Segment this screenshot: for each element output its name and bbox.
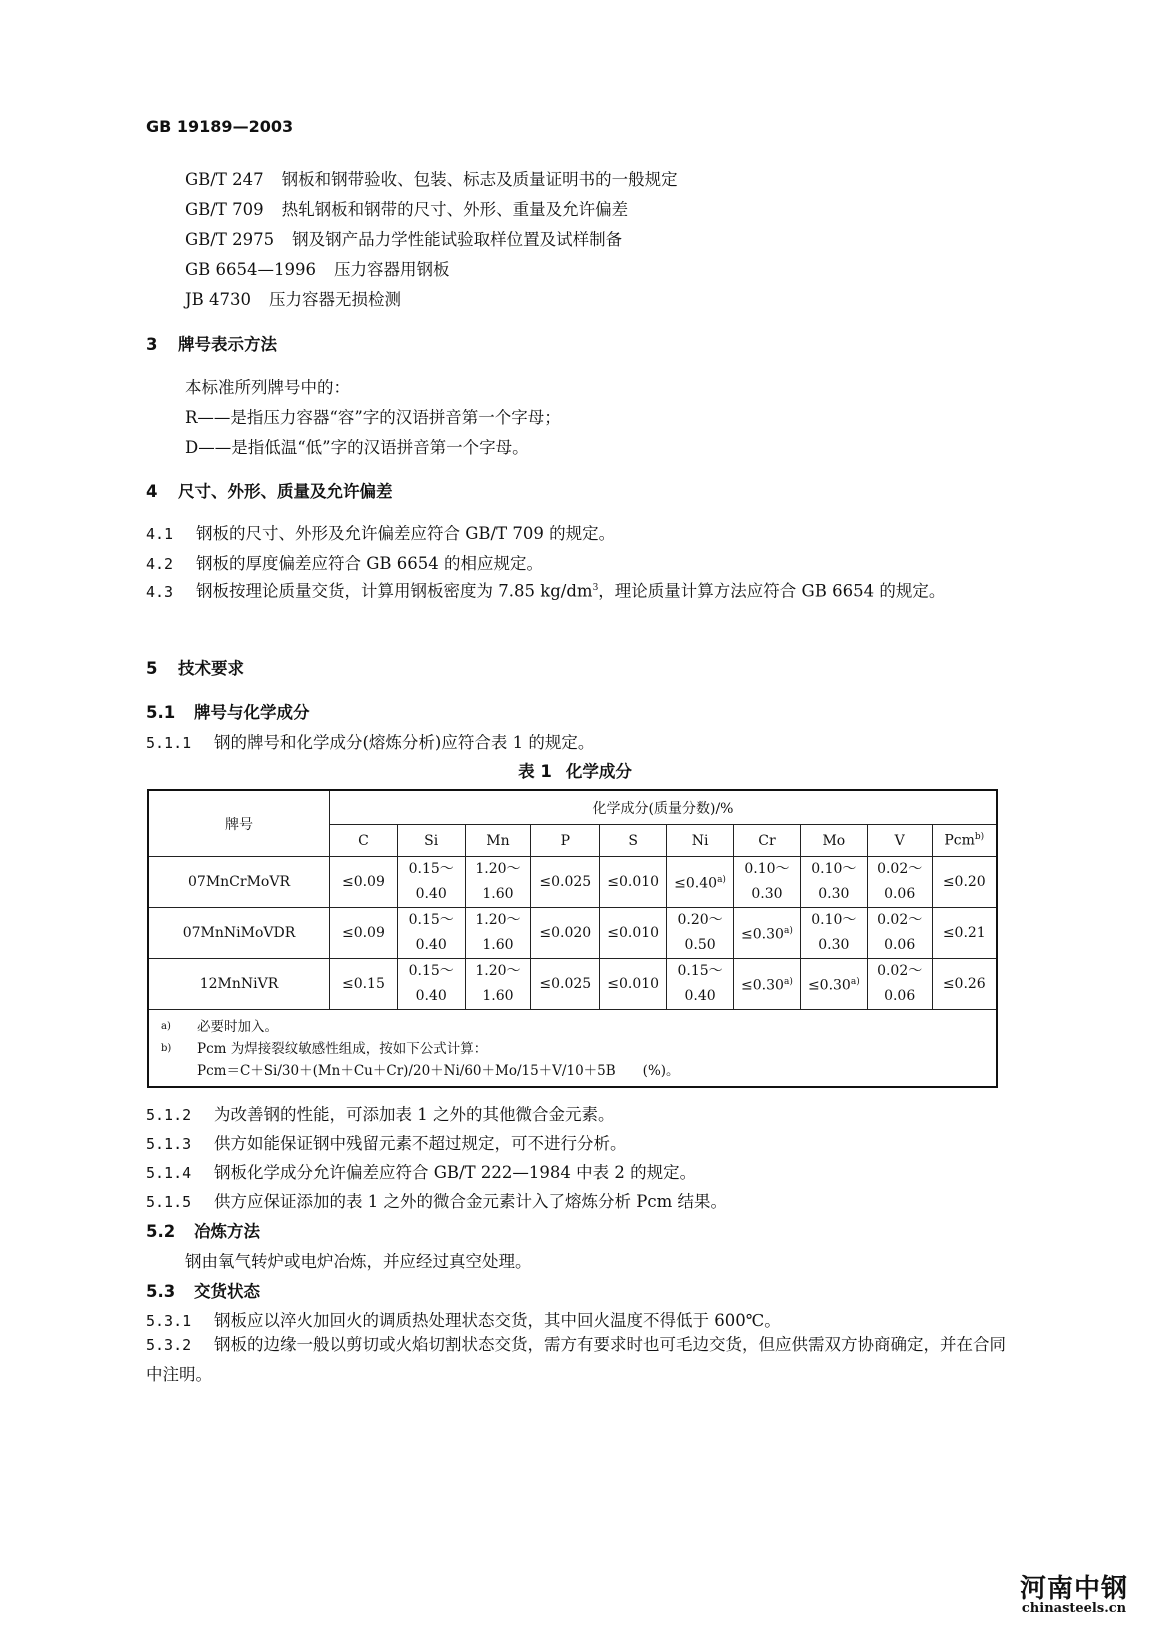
clause-5-3-1 xyxy=(146,1307,781,1331)
range-min: 1.20～ xyxy=(475,963,521,979)
note-text: Pcm 为焊接裂纹敏感性组成，按如下公式计算： xyxy=(197,1041,488,1057)
cell-mo xyxy=(800,908,867,959)
range-min: 0.20～ xyxy=(677,912,723,928)
range-min: 0.15～ xyxy=(408,861,454,877)
section-number: 5.1 xyxy=(146,703,176,722)
cell-p: ≤0.025 xyxy=(531,857,600,908)
cell-si xyxy=(397,857,465,908)
column-header: Si xyxy=(397,825,465,857)
clause-number: 5.1.3 xyxy=(146,1135,192,1153)
section-title: 尺寸、外形、质量及允许偏差 xyxy=(178,482,393,501)
note-a xyxy=(161,1016,996,1038)
column-header: Cr xyxy=(734,825,801,857)
column-header: S xyxy=(600,825,667,857)
clause-text: 供方如能保证钢中残留元素不超过规定，可不进行分析。 xyxy=(214,1134,627,1153)
clause-text: 为改善钢的性能，可添加表 1 之外的其他微合金元素。 xyxy=(214,1105,615,1124)
table-row xyxy=(148,857,997,908)
range-min: 0.02～ xyxy=(877,912,923,928)
column-header: Mo xyxy=(800,825,867,857)
range-max: 0.06 xyxy=(884,988,916,1004)
section-number: 5 xyxy=(146,659,158,678)
pcm-label: Pcm xyxy=(944,832,975,849)
range-max: 0.50 xyxy=(684,937,716,953)
reference-item xyxy=(185,166,678,190)
cell-v xyxy=(867,959,932,1010)
section-3-intro: 本标准所列牌号中的： xyxy=(185,378,350,397)
footnote-mark: b) xyxy=(161,1043,172,1054)
range-max: 0.30 xyxy=(818,937,850,953)
reference-title: 压力容器无损检测 xyxy=(268,290,401,309)
range-min: 0.15～ xyxy=(677,963,723,979)
clause-text: 钢板的尺寸、外形及允许偏差应符合 GB/T 709 的规定。 xyxy=(196,524,616,543)
section-title: 冶炼方法 xyxy=(194,1222,260,1241)
logo-chinese: 河南中钢 xyxy=(1019,1574,1128,1604)
clause-number: 5.1.4 xyxy=(146,1164,192,1182)
range-min: 0.02～ xyxy=(877,861,923,877)
clause-number: 5.1.5 xyxy=(146,1193,192,1211)
range-min: 0.02～ xyxy=(877,963,923,979)
table-title: 化学成分 xyxy=(565,762,632,781)
clause-number: 4.2 xyxy=(146,555,174,573)
cell-c: ≤0.09 xyxy=(330,908,398,959)
table-notes xyxy=(148,1010,997,1088)
column-header: Ni xyxy=(667,825,734,857)
range-min: 0.15～ xyxy=(408,963,454,979)
section-number: 5.2 xyxy=(146,1222,176,1241)
reference-item xyxy=(185,256,450,280)
logo-english: chinasteels.cn xyxy=(1021,1601,1127,1616)
cell-v xyxy=(867,857,932,908)
cell-s: ≤0.010 xyxy=(600,857,667,908)
footnote-mark: a) xyxy=(850,976,860,987)
section-5-2-heading xyxy=(146,1218,260,1242)
clause-text: 钢板化学成分允许偏差应符合 GB/T 222—1984 中表 2 的规定。 xyxy=(214,1163,697,1182)
clause-5-1-4 xyxy=(146,1159,696,1183)
range-max: 0.30 xyxy=(818,886,850,902)
clause-5-3-2 xyxy=(146,1330,1006,1390)
reference-code: GB/T 2975 xyxy=(185,230,275,249)
cell-ni xyxy=(667,857,734,908)
cell-c: ≤0.09 xyxy=(330,857,398,908)
cell-pcm: ≤0.26 xyxy=(932,959,997,1010)
clause-number: 4.1 xyxy=(146,525,174,543)
reference-code: JB 4730 xyxy=(185,290,251,309)
chemical-composition-table xyxy=(147,789,998,1088)
table-header-row xyxy=(148,790,997,825)
grade-cell: 07MnCrMoVR xyxy=(148,857,330,908)
standard-number: GB 19189—2003 xyxy=(146,117,294,136)
clause-5-1-5 xyxy=(146,1188,727,1212)
clause-number: 4.3 xyxy=(146,582,174,601)
range-max: 1.60 xyxy=(482,937,514,953)
cell-si xyxy=(397,959,465,1010)
footnote-mark: a) xyxy=(161,1021,171,1032)
section-3-d-definition: D——是指低温“低”字的汉语拼音第一个字母。 xyxy=(185,438,529,457)
range-max: 1.60 xyxy=(482,886,514,902)
reference-item xyxy=(185,196,628,220)
cell-s: ≤0.010 xyxy=(600,959,667,1010)
cell-pcm: ≤0.21 xyxy=(932,908,997,959)
cell-pcm: ≤0.20 xyxy=(932,857,997,908)
reference-code: GB 6654—1996 xyxy=(185,260,317,279)
column-header: V xyxy=(867,825,932,857)
range-max: 0.40 xyxy=(415,886,447,902)
section-number: 5.3 xyxy=(146,1282,176,1301)
clause-text: 钢板的厚度偏差应符合 GB 6654 的相应规定。 xyxy=(196,554,544,573)
range-max: 1.60 xyxy=(482,988,514,1004)
cell-mo xyxy=(800,857,867,908)
footnote-mark: b) xyxy=(974,832,985,843)
superscript: 3 xyxy=(592,583,599,593)
column-header: Mn xyxy=(465,825,531,857)
cell-value: ≤0.30 xyxy=(807,977,851,994)
cell-ni xyxy=(667,959,734,1010)
grade-header: 牌号 xyxy=(148,790,330,857)
reference-item xyxy=(185,226,622,250)
clause-4-3 xyxy=(146,573,1006,607)
pcm-formula: Pcm＝C＋Si/30＋(Mn＋Cu＋Cr)/20＋Ni/60＋Mo/15＋V/10＋5B (%)。 xyxy=(197,1063,680,1079)
section-4-heading xyxy=(146,478,393,502)
clause-5-1-1 xyxy=(146,729,594,753)
clause-5-1-3 xyxy=(146,1130,627,1154)
note-text: 必要时加入。 xyxy=(197,1019,278,1035)
section-title: 交货状态 xyxy=(194,1282,260,1301)
cell-cr xyxy=(734,908,801,959)
cell-p: ≤0.020 xyxy=(531,908,600,959)
reference-code: GB/T 709 xyxy=(185,200,264,219)
column-header: C xyxy=(330,825,398,857)
table-caption xyxy=(0,758,1150,782)
cell-value: ≤0.40 xyxy=(674,875,718,892)
watermark-logo xyxy=(1020,1568,1128,1616)
footnote-mark: a) xyxy=(783,976,793,987)
cell-v xyxy=(867,908,932,959)
cell-c: ≤0.15 xyxy=(330,959,398,1010)
note-b xyxy=(161,1038,996,1060)
grade-cell: 07MnNiMoVDR xyxy=(148,908,330,959)
clause-5-1-2 xyxy=(146,1101,615,1125)
clause-text: 钢的牌号和化学成分(熔炼分析)应符合表 1 的规定。 xyxy=(214,733,595,752)
section-5-2-body: 钢由氧气转炉或电炉冶炼，并应经过真空处理。 xyxy=(185,1252,532,1271)
range-max: 0.06 xyxy=(884,937,916,953)
cell-cr xyxy=(734,959,801,1010)
range-min: 0.10～ xyxy=(744,861,790,877)
clause-text-cont: ，理论质量计算方法应符合 GB 6654 的规定。 xyxy=(598,581,946,601)
table-row xyxy=(148,959,997,1010)
cell-mn xyxy=(465,908,531,959)
reference-title: 钢及钢产品力学性能试验取样位置及试样制备 xyxy=(292,230,623,249)
clause-text: 钢板的边缘一般以剪切或火焰切割状态交货，需方有要求时也可毛边交货，但应供需双方协商确定，并在合同中注明。 xyxy=(146,1335,1006,1384)
cell-cr xyxy=(734,857,801,908)
reference-title: 压力容器用钢板 xyxy=(334,260,450,279)
table-number: 表 1 xyxy=(518,762,552,781)
clause-number: 5.1.1 xyxy=(146,734,192,752)
reference-title: 热轧钢板和钢带的尺寸、外形、重量及允许偏差 xyxy=(281,200,629,219)
clause-4-2 xyxy=(146,550,543,574)
cell-p: ≤0.025 xyxy=(531,959,600,1010)
cell-mn xyxy=(465,959,531,1010)
range-max: 0.40 xyxy=(684,988,716,1004)
section-title: 技术要求 xyxy=(178,659,244,678)
cell-mn xyxy=(465,857,531,908)
section-3-r-definition: R——是指压力容器“容”字的汉语拼音第一个字母； xyxy=(185,408,561,427)
range-max: 0.06 xyxy=(884,886,916,902)
section-title: 牌号与化学成分 xyxy=(194,703,310,722)
section-3-heading xyxy=(146,331,277,355)
cell-mo xyxy=(800,959,867,1010)
clause-number: 5.1.2 xyxy=(146,1106,192,1124)
range-min: 1.20～ xyxy=(475,912,521,928)
clause-4-1 xyxy=(146,520,615,544)
section-number: 3 xyxy=(146,335,158,354)
range-max: 0.40 xyxy=(415,937,447,953)
table-row xyxy=(148,908,997,959)
clause-text: 钢板按理论质量交货，计算用钢板密度为 7.85 kg/dm xyxy=(196,581,593,601)
cell-value: ≤0.30 xyxy=(741,977,784,994)
cell-ni xyxy=(667,908,734,959)
range-min: 1.20～ xyxy=(475,861,521,877)
footnote-mark: a) xyxy=(783,925,793,936)
clause-text: 供方应保证添加的表 1 之外的微合金元素计入了熔炼分析 Pcm 结果。 xyxy=(214,1192,727,1211)
section-5-3-heading xyxy=(146,1278,260,1302)
section-number: 4 xyxy=(146,482,158,501)
section-title: 牌号表示方法 xyxy=(178,335,277,354)
grade-cell: 12MnNiVR xyxy=(148,959,330,1010)
reference-title: 钢板和钢带验收、包装、标志及质量证明书的一般规定 xyxy=(281,170,678,189)
range-min: 0.10～ xyxy=(811,861,857,877)
notes-cell xyxy=(148,1010,997,1088)
range-max: 0.40 xyxy=(415,988,447,1004)
cell-si xyxy=(397,908,465,959)
clause-text: 钢板应以淬火加回火的调质热处理状态交货，其中回火温度不得低于 600℃。 xyxy=(214,1311,781,1330)
cell-value: ≤0.30 xyxy=(741,926,784,943)
column-header-pcm xyxy=(932,825,997,857)
range-min: 0.15～ xyxy=(408,912,454,928)
clause-number: 5.3.2 xyxy=(146,1336,192,1354)
range-max: 0.30 xyxy=(751,886,783,902)
cell-s: ≤0.010 xyxy=(600,908,667,959)
column-header: P xyxy=(531,825,600,857)
clause-number: 5.3.1 xyxy=(146,1312,192,1330)
range-min: 0.10～ xyxy=(811,912,857,928)
reference-code: GB/T 247 xyxy=(185,170,264,189)
section-5-heading xyxy=(146,655,244,679)
composition-group-header: 化学成分(质量分数)/% xyxy=(330,790,997,825)
section-5-1-heading xyxy=(146,699,310,723)
reference-item xyxy=(185,286,401,310)
footnote-mark: a) xyxy=(717,874,726,885)
